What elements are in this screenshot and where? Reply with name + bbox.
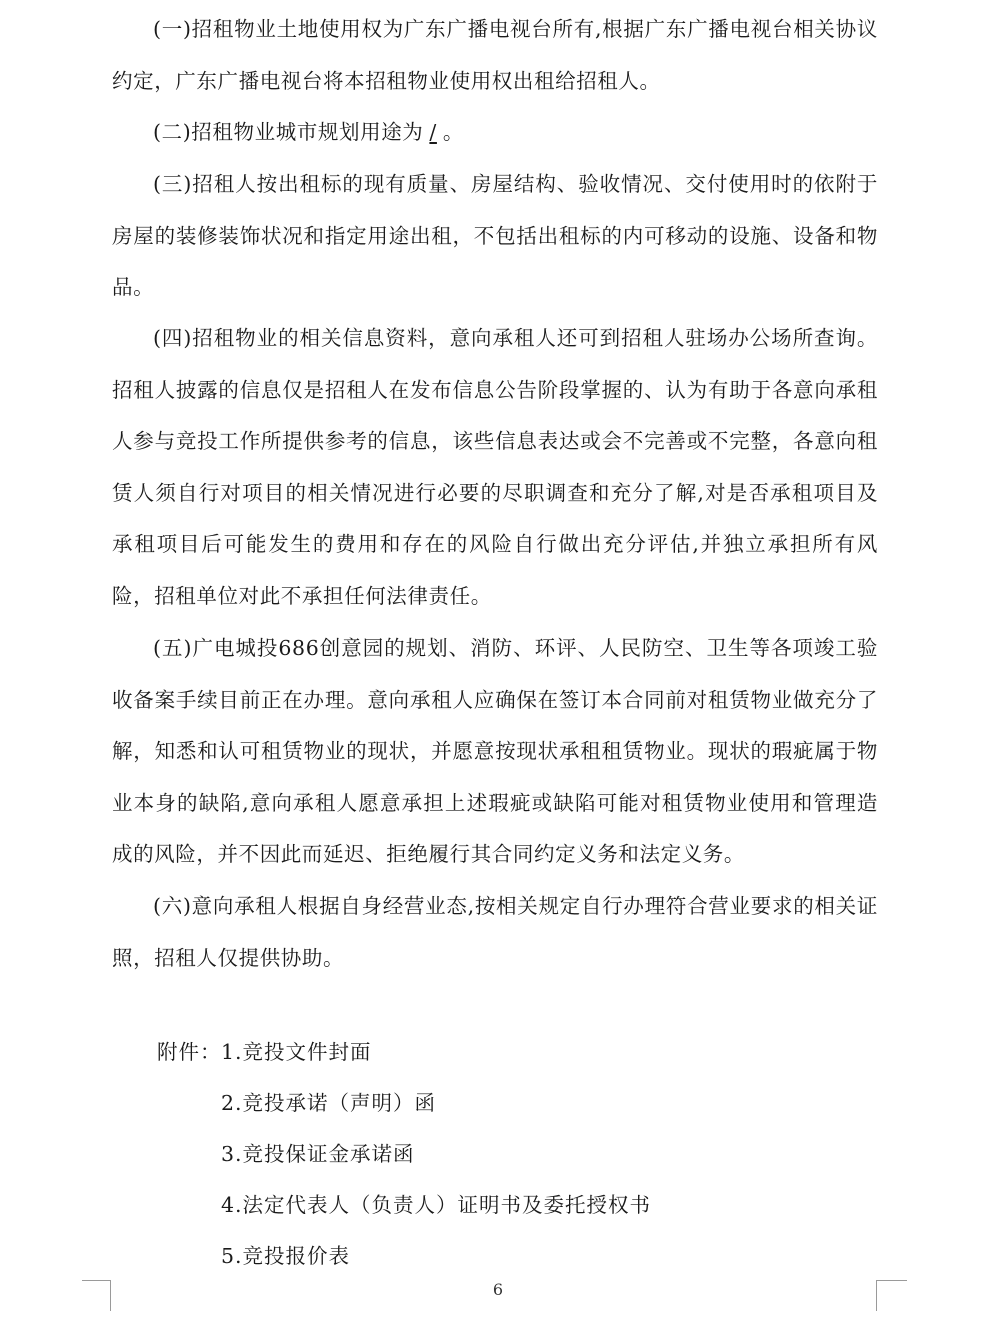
paragraph-4: (四)招租物业的相关信息资料，意向承租人还可到招租人驻场办公场所查询。招租人披露的信息仅是招租人在发布信息公告阶段掌握的、认为有助于各意向承租人参与竞投工作所提供参考的信息，该些信息表达或会不完善或不完整，各意向租赁人须自行对项目的相关情况进行必要的尽职调查和充分了解,对是否承租项目及承租项目后可能发生的费用和存在的风险自行做出充分评估,并独立承担所有风险，招租单位对此不承担任何法律责任。 (112, 326, 878, 608)
attachment-item: 1.竞投文件封面 (221, 1040, 372, 1064)
paragraph-2-end: 。 (442, 120, 465, 144)
attachment-item: 3.竞投保证金承诺函 (221, 1142, 415, 1166)
paragraph-2-text: (二)招租物业城市规划用途为 (153, 120, 424, 144)
paragraph-2 (112, 107, 878, 159)
attachment-item: 2.竞投承诺（声明）函 (221, 1091, 437, 1115)
paragraph-6: (六)意向承租人根据自身经营业态,按相关规定自行办理符合营业要求的相关证照，招租人仅提供协助。 (112, 894, 878, 970)
paragraph-3: (三)招租人按出租标的现有质量、房屋结构、验收情况、交付使用时的依附于房屋的装修装饰状况和指定用途出租，不包括出租标的内可移动的设施、设备和物品。 (112, 172, 878, 300)
paragraph-5: (五)广电城投686创意园的规划、消防、环评、人民防空、卫生等各项竣工验收备案手续目前正在办理。意向承租人应确保在签订本合同前对租赁物业做充分了解，知悉和认可租赁物业的现状，并愿意按现状承租租赁物业。现状的瑕疵属于物业本身的缺陷,意向承租人愿意承担上述瑕疵或缺陷可能对租赁物业使用和管理造成的风险，并不因此而延迟、拒绝履行其合同约定义务和法定义务。 (112, 636, 878, 867)
planning-use-value: / (429, 120, 437, 144)
attachments-label: 附件： (157, 1040, 222, 1064)
attachment-item: 5.竞投报价表 (221, 1244, 351, 1268)
page-number: 6 (492, 1280, 504, 1299)
attachment-item: 4.法定代表人（负责人）证明书及委托授权书 (221, 1193, 652, 1217)
paragraph-1: (一)招租物业土地使用权为广东广播电视台所有,根据广东广播电视台相关协议约定，广东广播电视台将本招租物业使用权出租给招租人。 (112, 17, 878, 93)
